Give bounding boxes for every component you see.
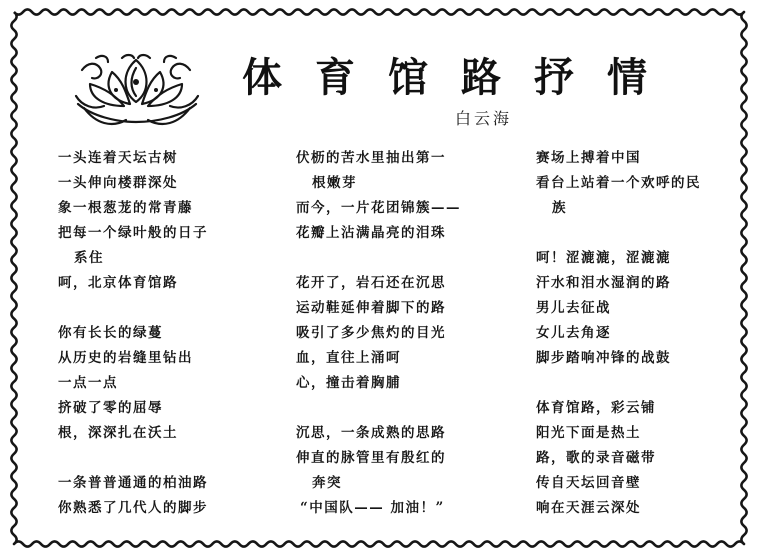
poem-line: 女儿去角逐	[536, 325, 611, 341]
poem-line: 族	[552, 200, 567, 216]
poem-line: 从历史的岩缝里钻出	[58, 350, 193, 366]
poem-line: 呵！涩漉漉，涩漉漉	[536, 250, 671, 266]
poem-line: 花开了，岩石还在沉思	[296, 275, 446, 291]
poem-line: 象一根葱茏的常青藤	[58, 200, 193, 216]
poem-line: 汗水和泪水湿润的路	[536, 275, 671, 291]
poem-column-2	[296, 146, 524, 521]
stanza-break	[58, 446, 288, 471]
stanza-break	[536, 371, 748, 396]
poem-line: 看台上站着一个欢呼的民	[536, 175, 701, 191]
poem-line: 伏枥的苦水里抽出第一	[296, 150, 446, 166]
poem-line: 运动鞋延伸着脚下的路	[296, 300, 446, 316]
poem-line: 一头伸向楼群深处	[58, 175, 178, 191]
poem-line: 一条普普通通的柏油路	[58, 475, 208, 491]
poem-line: 系住	[74, 250, 104, 266]
poem-line: 响在天涯云深处	[536, 500, 641, 516]
poem-line: 心，撞击着胸脯	[296, 375, 401, 391]
stanza-break	[58, 296, 288, 321]
poem-line: 路，歌的录音磁带	[536, 450, 656, 466]
lotus-flower-icon	[72, 52, 202, 130]
poem-line: 血，直往上涌呵	[296, 350, 401, 366]
stanza-break	[296, 396, 524, 421]
poem-line: 一头连着天坛古树	[58, 150, 178, 166]
poem-line: 你熟悉了几代人的脚步	[58, 500, 208, 516]
stanza-break	[296, 246, 524, 271]
poem-line: 根嫩芽	[312, 175, 357, 191]
poem-line: 男儿去征战	[536, 300, 611, 316]
poem-line: 呵，北京体育馆路	[58, 275, 178, 291]
poem-line: 传自天坛回音壁	[536, 475, 641, 491]
poem-column-1	[58, 146, 288, 521]
poem-author: 白云海	[455, 109, 513, 128]
poem-line: 脚步踏响冲锋的战鼓	[536, 350, 671, 366]
poem-line: 你有长长的绿蔓	[58, 325, 163, 341]
poem-column-3	[536, 146, 748, 521]
poem-line: 把每一个绿叶般的日子	[58, 225, 208, 241]
poem-line: 伸直的脉管里有殷红的	[296, 450, 446, 466]
poem-line: 赛场上搏着中国	[536, 150, 641, 166]
poem-title: 体育馆路抒情	[242, 54, 680, 101]
poem-line: 奔突	[312, 475, 342, 491]
poem-line: 而今，一片花团锦簇——	[296, 200, 461, 216]
poem-line: 根，深深扎在沃土	[58, 425, 178, 441]
poem-line: 阳光下面是热土	[536, 425, 641, 441]
poem-line: “中国队—— 加油！”	[300, 500, 445, 516]
poem-line: 一点一点	[58, 375, 118, 391]
poem-line: 吸引了多少焦灼的目光	[296, 325, 446, 341]
stanza-break	[536, 221, 748, 246]
poem-line: 花瓣上沾满晶亮的泪珠	[296, 225, 446, 241]
poem-line: 体育馆路，彩云铺	[536, 400, 656, 416]
poem-line: 挤破了零的屈辱	[58, 400, 163, 416]
poem-line: 沉思，一条成熟的思路	[296, 425, 446, 441]
